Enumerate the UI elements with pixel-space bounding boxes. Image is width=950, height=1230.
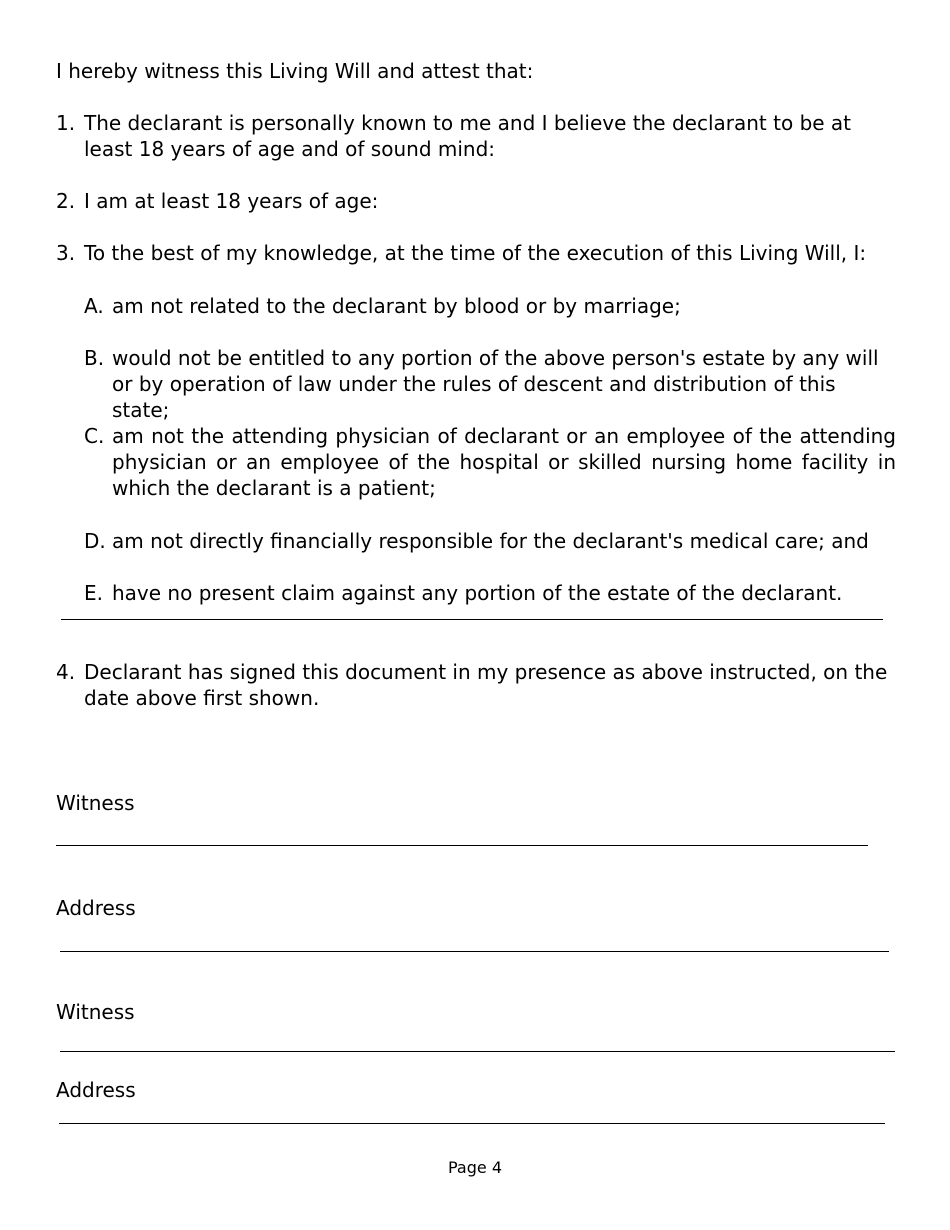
address-2-label: Address [56, 1078, 136, 1102]
attestation-item-2 [56, 188, 896, 214]
subitem-letter: E. [84, 581, 103, 605]
item-number: 1. [56, 111, 76, 135]
subitem-text: am not related to the declarant by blood or by marriage; [112, 294, 681, 318]
attestation-subitem-a [84, 293, 896, 319]
attestation-subitem-e [84, 580, 896, 606]
attestation-subitem-c [84, 423, 896, 501]
item-number: 4. [56, 660, 76, 684]
subitem-letter: A. [84, 294, 104, 318]
section-divider [61, 619, 883, 620]
witness-1-signature-line[interactable] [56, 845, 868, 846]
subitem-text: have no present claim against any portion of the estate of the declarant. [112, 581, 843, 605]
attestation-item-1 [56, 110, 896, 162]
address-1-line[interactable] [60, 951, 889, 952]
item-text: To the best of my knowledge, at the time of the execution of this Living Will, I: [84, 241, 867, 265]
attestation-item-4 [56, 659, 896, 711]
subitem-text: would not be entitled to any portion of the above person's estate by any will or by operation of law under the rules of descent and distribution of this state; [112, 346, 879, 422]
item-text: The declarant is personally known to me and I believe the declarant to be at least 18 years of age and of sound mind: [84, 111, 852, 161]
subitem-letter: C. [84, 424, 105, 448]
item-text: I am at least 18 years of age: [84, 189, 379, 213]
address-1-label: Address [56, 896, 136, 920]
intro-statement: I hereby witness this Living Will and attest that: [56, 59, 534, 83]
subitem-letter: D. [84, 529, 106, 553]
attestation-subitem-b [84, 345, 896, 423]
item-text: Declarant has signed this document in my presence as above instructed, on the date above first shown. [84, 660, 888, 710]
item-number: 2. [56, 189, 76, 213]
witness-2-signature-line[interactable] [60, 1051, 895, 1052]
subitem-letter: B. [84, 346, 105, 370]
item-number: 3. [56, 241, 76, 265]
subitem-text: am not the attending physician of declarant or an employee of the attending physician or an employee of the hospital or skilled nursing home facility in which the declarant is a patient; [112, 424, 896, 500]
attestation-item-3 [56, 240, 896, 266]
attestation-subitem-d [84, 528, 896, 554]
subitem-text: am not directly financially responsible for the declarant's medical care; and [112, 529, 869, 553]
page-number: Page 4 [448, 1158, 502, 1177]
witness-2-label: Witness [56, 1000, 135, 1024]
witness-1-label: Witness [56, 791, 135, 815]
address-2-line[interactable] [59, 1123, 885, 1124]
